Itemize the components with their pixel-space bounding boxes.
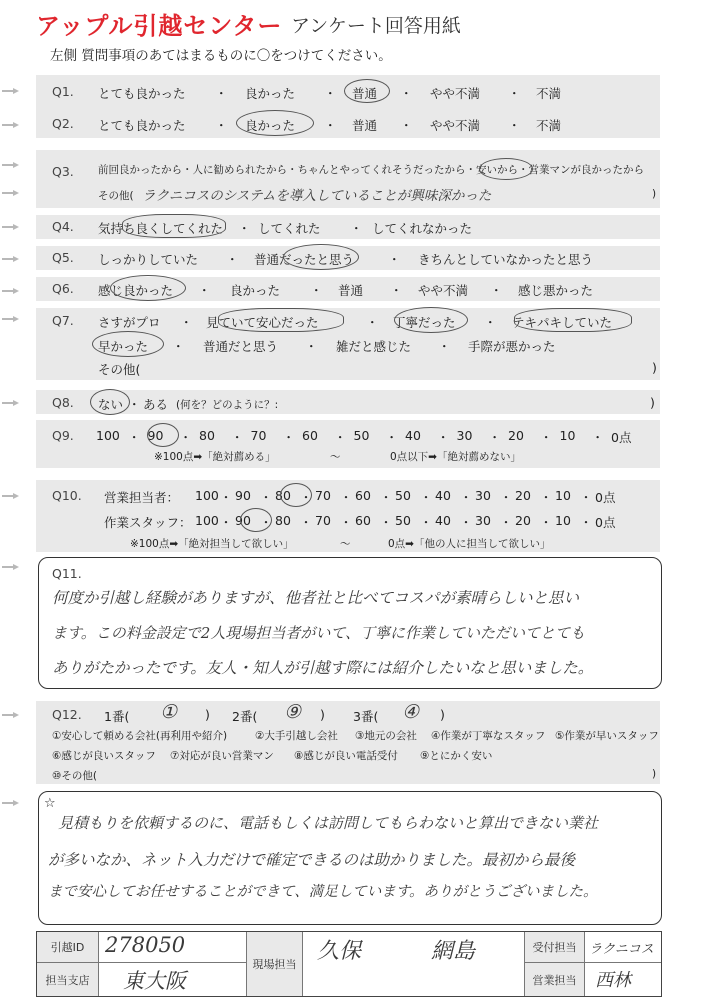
q7-other-suffix: ) [652,360,657,375]
q1-number: Q1. [52,84,74,99]
q12-choice: ⑧感じが良い電話受付 [294,750,398,762]
q11-handwritten-line: 何度か引越し経験がありますが、他者社と比べてコスパが素晴らしいと思い [52,589,580,607]
separator-dot: ・ [299,490,313,505]
q12-number: Q12. [52,707,82,722]
id-label: 引越ID [37,932,99,963]
q9-scale-value[interactable]: 50 [353,428,370,443]
branch-value: 東大阪 [123,969,186,993]
answer-circle [90,389,130,415]
site-label: 現場担当 [247,932,303,996]
q8-prompt: (何を？どのように？: [176,399,279,411]
q10-note-high: ※100点➡「絶対担当して欲しい」 [130,538,294,550]
separator-dot: ・ [539,430,553,445]
separator-dot: ・ [230,430,244,445]
q7-option-selected[interactable]: 丁寧だった [393,315,456,330]
branch-cell [99,963,247,996]
q10-sales-value[interactable]: 70 [315,488,331,503]
q9-scale-value[interactable]: 70 [250,428,267,443]
q4-number: Q4. [52,219,74,234]
answer-circle [394,307,468,333]
arrow-icon [2,400,20,406]
answer-circle [92,331,164,357]
q2-option[interactable]: 普通 [352,118,378,133]
q12-rank2-value[interactable]: ⑨ [284,701,302,723]
q12-rank3-label: 3番( [353,709,379,724]
q5-option[interactable]: きちんとしていなかったと思う [418,252,594,267]
q12-rank1-label: 1番( [104,709,130,724]
answer-circle [240,508,272,532]
id-value: 278050 [105,933,186,957]
separator-dot: ・ [379,515,393,530]
q10-staff-value[interactable]: 60 [355,513,371,528]
separator-dot: ・ [339,515,353,530]
q10-sales-label: 営業担当者： [104,490,180,505]
answer-circle [122,214,226,238]
q12-other-suffix: ) [652,768,657,780]
q1-option-selected[interactable]: 普通 [352,86,378,101]
q7-number: Q7. [52,313,74,328]
separator-dot: ・ [299,515,313,530]
q10-staff-value[interactable]: 70 [315,513,331,528]
q10-staff-value[interactable]: 0点 [595,515,616,530]
separator-dot: ・ [579,490,593,505]
q2-option[interactable]: とても良かった [98,118,186,133]
q12-rank1-value[interactable]: ① [160,701,178,723]
answer-circle [344,79,390,103]
q12-choice: ②大手引越し会社 [255,730,338,742]
answer-circle [479,158,533,180]
separator-dot: ・ [419,515,433,530]
q1-option[interactable]: 良かった [245,86,296,101]
free-handwritten-line: が多いなか、ネット入力だけで確定できるのは助かりました。最初から最後 [48,851,576,869]
q8-number: Q8. [52,395,74,410]
id-cell [99,932,247,963]
sales-label: 営業担当 [525,963,585,996]
q3-options-line[interactable]: 前回良かったから・人に勧められたから・ちゃんとやってくれそうだったから・安いから・営業マンが良かったから [98,164,644,176]
q9-scale-value[interactable]: 100 [96,428,120,443]
q10-sales-value[interactable]: 80 [275,488,291,503]
branch-label: 担当支店 [37,963,99,996]
reception-cell [585,932,661,963]
q10-sales-value[interactable]: 90 [235,488,251,503]
q8-option[interactable]: ある [143,397,169,412]
separator-dot: ・ [179,430,192,445]
q10-staff-value[interactable]: 100 [195,513,219,528]
instructions: 左側 質問事項のあてはまるものに〇をつけてください。 [50,48,392,64]
answer-circle [110,275,186,301]
q6-option-selected[interactable]: 感じ良かった [98,283,174,298]
arrow-icon [2,800,20,806]
separator-dot: ・ [219,515,233,530]
q10-staff-value[interactable]: 20 [515,513,531,528]
q7-option-selected[interactable]: 見ていて安心だった [206,315,319,330]
q6-option[interactable]: やや不満 [418,283,469,298]
arrow-icon [2,493,20,499]
q12-choice: ⑦対応が良い営業マン [170,750,274,762]
q11-handwritten-line: ます。この料金設定で2人現場担当者がいて、丁寧に作業していただいてとても [52,624,586,642]
q1-option[interactable]: とても良かった [98,86,186,101]
arrow-icon [2,256,20,262]
q4-option[interactable]: してくれた [258,221,321,236]
separator-dot: ・ [459,515,473,530]
q7-option[interactable]: 雑だと感じた [336,339,412,354]
q10-sales-value[interactable]: 100 [195,488,219,503]
arrow-icon [2,162,20,168]
separator-dot: ・ [127,430,141,445]
separator-dot: ・ [459,490,473,505]
q12-close: ) [320,707,325,722]
q12-choice: ①安心して頼める会社(再利用や紹介) [52,730,228,742]
q10-sales-value[interactable]: 50 [395,488,411,503]
separator-dot: ・ [488,430,501,445]
q3-other-suffix: ) [652,188,657,200]
arrow-icon [2,712,20,718]
separator-dot: ・ [436,430,450,445]
q12-choice: ⑤作業が早いスタッフ [555,730,659,742]
answer-circle [280,483,312,507]
site-value-2: 網島 [431,939,476,964]
separator-dot: ・ [259,515,273,530]
q1-option[interactable]: 不満 [536,86,562,101]
q10-note-tilde: 〜 [340,538,351,550]
q10-sales-value[interactable]: 20 [515,488,531,503]
q2-option-selected[interactable]: 良かった [245,118,296,133]
q7-option-selected[interactable]: テキパキしていた [512,315,613,330]
separator-dot: ・ [579,515,593,530]
q10-staff-label: 作業スタッフ： [104,515,192,530]
separator-dot: ・ [219,490,233,505]
q9-scale-value[interactable]: 90 [147,428,164,443]
site-value-1: 久保 [317,939,362,964]
q12-choice: ⑨とにかく安い [420,750,493,762]
q6-option[interactable]: 感じ悪かった [518,283,594,298]
sales-cell [585,963,661,996]
q8-option-selected[interactable]: ない [98,397,124,412]
q6-option[interactable]: 良かった [230,283,281,298]
q5-option[interactable]: しっかりしていた [98,252,199,267]
q10-sales-value[interactable]: 40 [435,488,451,503]
brand-title: アップル引越センター [36,12,283,40]
separator-dot: ・ [339,490,353,505]
q2-number: Q2. [52,116,74,131]
q10-staff-value[interactable]: 80 [275,513,291,528]
arrow-icon [2,190,20,196]
q7-option[interactable]: 手際が悪かった [468,339,556,354]
q6-number: Q6. [52,281,74,296]
arrow-icon [2,122,20,128]
q12-choice: ④作業が丁寧なスタッフ [431,730,546,742]
separator-dot: ・ [419,490,433,505]
free-handwritten-line: まで安心してお任せすることができて、満足しています。ありがとうございました。 [48,884,598,900]
q10-sales-value[interactable]: 60 [355,488,371,503]
sales-value: 西林 [595,970,631,991]
q12-close: ) [205,707,210,722]
q4-option-selected[interactable]: 気持ち良くしてくれた [98,221,224,236]
free-handwritten-line: 見積もりを依頼するのに、電話もしくは訪問してもらわないと算出できない業社 [58,814,599,832]
q9-scale-value[interactable]: 40 [405,428,421,443]
answer-circle [218,308,344,332]
q12-rank2-label: 2番( [232,709,258,724]
q3-other-prefix: その他( [98,190,134,202]
q5-option-selected[interactable]: 普通だったと思う [254,252,355,267]
q11-number: Q11. [52,566,82,581]
reception-label: 受付担当 [525,932,585,963]
separator-dot: ・ [282,430,295,445]
q10-staff-value[interactable]: 90 [235,513,251,528]
site-cell [303,932,525,996]
q9-scale-value[interactable]: 0点 [611,430,632,445]
separator-dot: ・ [379,490,393,505]
q5-number: Q5. [52,250,74,265]
q9-number: Q9. [52,428,74,443]
star-icon: ☆ [44,796,56,811]
footer-table [36,931,662,997]
q2-option[interactable]: 不満 [536,118,562,133]
q10-staff-value[interactable]: 30 [475,513,491,528]
separator-dot: ・ [259,490,273,505]
left-margin [0,0,34,1008]
q7-option[interactable]: 普通だと思う [203,339,279,354]
arrow-icon [2,88,20,94]
q12-rank3-value[interactable]: ④ [402,701,420,723]
q9-scale-value[interactable]: 80 [199,428,215,443]
q10-sales-value[interactable]: 30 [475,488,491,503]
separator-dot: ・ [385,430,398,445]
form-header [36,6,706,40]
arrow-icon [2,288,20,294]
separator-dot: ・ [539,515,553,530]
arrow-icon [2,564,20,570]
q4-option[interactable]: してくれなかった [372,221,473,236]
q9-note-high: ※100点➡「絶対薦める」 [154,451,276,463]
q9-note-tilde: 〜 [330,451,341,463]
q7-option[interactable]: さすがプロ [98,315,161,330]
q9-scale-value[interactable]: 20 [508,428,524,443]
q9-scale-value[interactable]: 30 [456,428,473,443]
q12-other-prefix: ⑩その他( [52,770,98,782]
q10-staff-value[interactable]: 40 [435,513,451,528]
q10-sales-value[interactable]: 0点 [595,490,616,505]
q10-sales-value[interactable]: 10 [555,488,571,503]
q10-note-low: 0点➡「他の人に担当して欲しい」 [388,538,551,550]
separator-dot: ・ [333,430,347,445]
q10-staff-value[interactable]: 10 [555,513,571,528]
q12-choice: ③地元の会社 [355,730,417,742]
form-subtitle: アンケート回答用紙 [291,15,461,37]
q11-handwritten-line: ありがたかったです。友人・知人が引越す際には紹介したいなと思いました。 [52,659,594,677]
q10-number: Q10. [52,488,82,503]
q6-option[interactable]: 普通 [338,283,364,298]
reception-value: ラクニコス [589,942,654,957]
q8-suffix: ) [650,395,655,410]
q9-scale-value[interactable]: 60 [302,428,318,443]
answer-circle [283,244,359,270]
answer-circle [236,110,314,136]
q9-note-low: 0点以下➡「絶対薦めない」 [390,451,521,463]
answer-circle [147,423,179,447]
q3-number: Q3. [52,164,74,179]
q12-close: ) [440,707,445,722]
q10-staff-value[interactable]: 50 [395,513,411,528]
q9-scale-value[interactable]: 10 [559,428,576,443]
q3-handwritten-answer[interactable]: ラクニコスのシステムを導入していることが興味深かった [142,188,492,204]
answer-circle [514,308,632,332]
q7-other-prefix: その他( [98,362,141,377]
q7-option-selected[interactable]: 早かった [98,339,149,354]
q1-option[interactable]: やや不満 [430,86,481,101]
q12-choice: ⑥感じが良いスタッフ [52,750,156,762]
q2-option[interactable]: やや不満 [430,118,481,133]
separator-dot: ・ [591,430,604,445]
separator-dot: ・ [539,490,553,505]
separator-dot: ・ [499,515,513,530]
arrow-icon [2,224,20,230]
separator-dot: ・ [499,490,513,505]
arrow-icon [2,316,20,322]
